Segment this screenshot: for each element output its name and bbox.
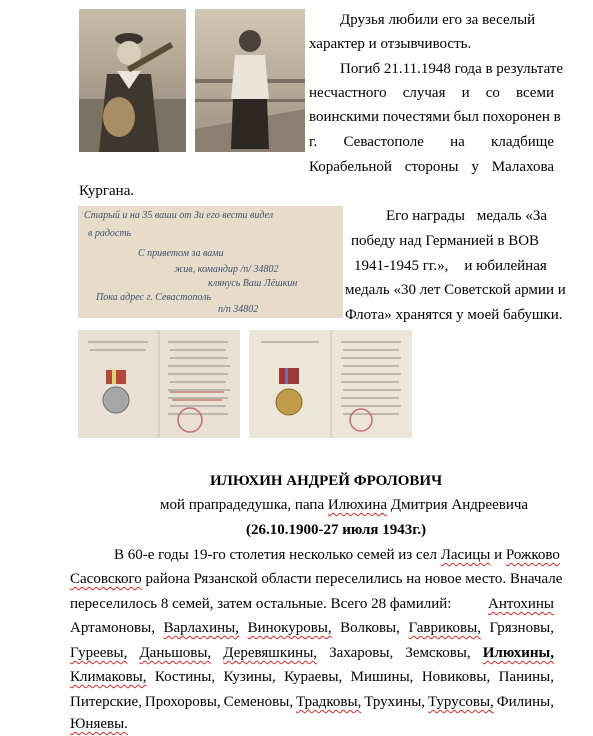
- text-line: Погиб 21.11.1948 года в результате: [340, 61, 564, 77]
- word: и: [490, 547, 506, 563]
- text-line: несчастного случая и со всеми: [309, 85, 554, 101]
- word: Земсковы,: [405, 645, 471, 661]
- paragraph-line: [70, 592, 554, 616]
- text-line: победу над Германией в ВОВ: [351, 233, 540, 249]
- letter-line: Старый и на 35 ваши от Зи его вести видел: [84, 210, 274, 221]
- word: Турусовы,: [428, 694, 494, 710]
- section-subtitle: [160, 493, 528, 517]
- word: Панины,: [498, 669, 554, 685]
- word: Севастополе: [343, 134, 424, 150]
- word: Семеновы,: [223, 694, 294, 710]
- paragraph-line: [70, 641, 554, 665]
- medal-certificate-victory: [78, 330, 240, 438]
- word: Мишины,: [350, 669, 414, 685]
- text-line: воинскими почестями был похоронен в: [309, 109, 561, 125]
- word: мой прапрадедушка, папа: [160, 497, 328, 513]
- word: Дмитрия Андреевича: [387, 497, 529, 513]
- word: Артамоновы,: [70, 620, 155, 636]
- word: В 60-е годы 19-го столетия несколько семей из сел: [114, 547, 441, 563]
- text-line: Кургана.: [79, 183, 135, 199]
- text-line: Друзья любили его за веселый: [340, 12, 536, 28]
- word: Винокуровы,: [247, 620, 332, 636]
- word: Деревяшкины,: [223, 645, 318, 661]
- word: переселилось 8 семей, затем остальные. Всего 28 фамилий:: [70, 596, 452, 612]
- word: Кураевы,: [284, 669, 343, 685]
- word: Сасовского: [70, 571, 142, 587]
- paragraph-line: [70, 665, 554, 689]
- paragraph-line: [70, 690, 554, 714]
- word: Костины,: [154, 669, 216, 685]
- letter-line: С приветом за вами: [138, 248, 224, 259]
- word: на: [450, 134, 465, 150]
- word: Питерские,: [70, 694, 142, 710]
- letter-line: в радость: [88, 228, 132, 239]
- word: Гавриковы,: [408, 620, 481, 636]
- section-dates: (26.10.1900-27 июля 1943г.): [246, 522, 427, 538]
- handwritten-letter: [78, 206, 343, 318]
- word: Илюхина: [327, 497, 388, 513]
- word: Климаковы,: [70, 669, 147, 685]
- text-line: характер и отзывчивость.: [309, 36, 472, 52]
- word: Традковы,: [296, 694, 362, 710]
- text-line: медаль «30 лет Советской армии и: [345, 282, 566, 298]
- word: Кузины,: [223, 669, 276, 685]
- word: Волковы,: [340, 620, 400, 636]
- word: Захаровы,: [329, 645, 394, 661]
- text-line: [386, 204, 547, 228]
- word: 1941-1945 гг.»,: [354, 258, 449, 274]
- medal-certificate-30-years: [249, 330, 412, 438]
- word: Гуреевы,: [70, 645, 128, 661]
- word: Даньшовы,: [139, 645, 212, 661]
- word: Трухины,: [364, 694, 426, 710]
- word: и юбилейная: [464, 258, 547, 274]
- word: Юняевы.: [70, 716, 128, 732]
- section-title: ИЛЮХИН АНДРЕЙ ФРОЛОВИЧ: [210, 473, 443, 489]
- text-line: Корабельной стороны у Малахова: [309, 159, 554, 175]
- paragraph-line: [70, 616, 554, 640]
- letter-line: жив, командир /п/ 34802: [174, 264, 279, 275]
- word: Ласицы: [440, 547, 491, 563]
- photo-sailor-guitar: [79, 9, 186, 152]
- text-line: Флота» хранятся у моей бабушки.: [345, 307, 563, 323]
- word: Филины,: [496, 694, 554, 710]
- word: Илюхины,: [482, 645, 554, 661]
- letter-line: клянусь Ваш Лёшкин: [208, 278, 298, 289]
- paragraph-line: [70, 712, 128, 736]
- word: г.: [309, 134, 318, 150]
- text-line: [354, 254, 547, 278]
- word: Варлахины,: [163, 620, 240, 636]
- paragraph-line: [114, 543, 560, 567]
- paragraph-line: [70, 567, 562, 591]
- word: района Рязанской области переселились на новое место. Вначале: [141, 571, 563, 587]
- word: кладбище: [491, 134, 554, 150]
- word: Его награды: [386, 208, 465, 224]
- letter-line: Пока адрес г. Севастополь: [96, 292, 211, 303]
- word: Новиковы,: [421, 669, 491, 685]
- photo-man-on-deck: [195, 9, 305, 152]
- text-line: [309, 130, 554, 154]
- word: Рожково: [505, 547, 560, 563]
- word: Прохоровы,: [144, 694, 221, 710]
- word: Грязновы,: [489, 620, 554, 636]
- letter-line: п/п 34802: [218, 304, 259, 315]
- word: медаль «За: [476, 208, 548, 224]
- word: Антохины: [488, 596, 554, 612]
